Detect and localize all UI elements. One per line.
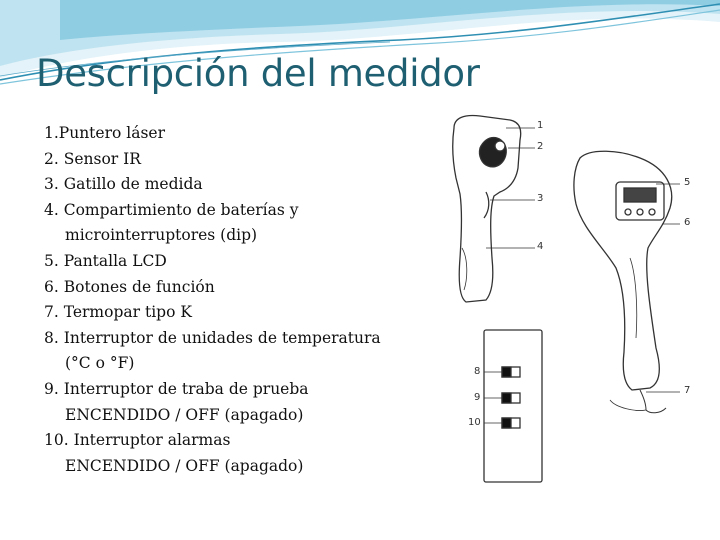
- front-view: [574, 151, 672, 413]
- side-view: [453, 116, 521, 303]
- item-text: 5. Pantalla LCD: [44, 251, 167, 270]
- item-text: 3. Gatillo de medida: [44, 175, 203, 194]
- callout-label-6: 6: [684, 217, 691, 228]
- list-item: [44, 198, 439, 249]
- item-text: 4. Compartimiento de baterías y: [44, 200, 299, 219]
- item-continuation: microinterruptores (dip): [65, 226, 258, 245]
- list-item: [44, 428, 439, 479]
- callout-label-2: 2: [537, 141, 544, 152]
- list-item: [44, 121, 439, 147]
- meter-illustration: [440, 108, 720, 493]
- callout-label-8: 8: [474, 366, 481, 377]
- list-item: [44, 172, 439, 198]
- item-text: 10. Interruptor alarmas: [44, 431, 231, 450]
- item-continuation: ENCENDIDO / OFF (apagado): [65, 405, 304, 424]
- callout-label-7: 7: [684, 385, 691, 396]
- callout-label-9: 9: [474, 392, 481, 403]
- list-item: [44, 326, 439, 377]
- item-continuation: ENCENDIDO / OFF (apagado): [65, 456, 304, 475]
- list-item: [44, 249, 439, 275]
- item-text: 6. Botones de función: [44, 277, 215, 296]
- item-text: 8. Interruptor de unidades de temperatura: [44, 328, 381, 347]
- item-text: 7. Termopar tipo K: [44, 303, 192, 322]
- item-continuation: (°C o °F): [65, 354, 135, 373]
- component-description-list: [44, 121, 439, 479]
- list-item: [44, 377, 439, 428]
- callout-label-5: 5: [684, 177, 691, 188]
- list-item: [44, 147, 439, 173]
- item-text: 9. Interruptor de traba de prueba: [44, 379, 309, 398]
- callout-label-1: 1: [537, 120, 544, 131]
- dip-switch-panel: [484, 330, 542, 482]
- callout-label-4: 4: [537, 241, 544, 252]
- meter-drawing: [440, 108, 720, 493]
- slide-title: Descripción del medidor: [36, 52, 480, 95]
- item-text: 2. Sensor IR: [44, 149, 141, 168]
- callout-label-3: 3: [537, 193, 544, 204]
- item-text: 1.Puntero láser: [44, 124, 165, 142]
- callout-label-10: 10: [468, 417, 481, 428]
- list-item: [44, 300, 439, 326]
- list-item: [44, 275, 439, 301]
